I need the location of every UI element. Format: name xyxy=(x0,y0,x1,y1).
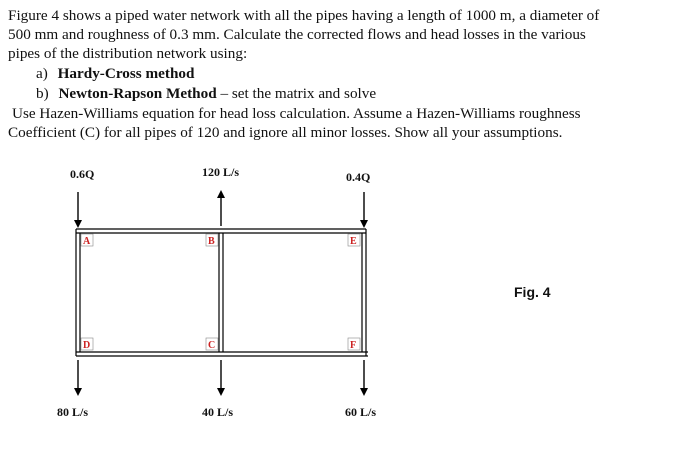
node-label-a: A xyxy=(83,236,91,247)
item-b-rest: – set the matrix and solve xyxy=(216,85,377,102)
intro-line-3: pipes of the distribution network using: xyxy=(8,45,248,62)
pipe-b-e xyxy=(221,229,366,233)
inflow-label-a: 0.6Q xyxy=(70,167,95,181)
node-label-d: D xyxy=(83,340,91,351)
outflow-label-f: 60 L/s xyxy=(345,405,377,419)
inflow-label-b: 120 L/s xyxy=(202,165,240,179)
pipe-a-b xyxy=(76,229,221,233)
node-label-c: C xyxy=(208,340,216,351)
node-label-e: E xyxy=(350,236,357,247)
item-b-method: Newton-Rapson Method xyxy=(58,85,217,102)
outflow-label-d: 80 L/s xyxy=(57,405,89,419)
item-b-prefix: b) xyxy=(36,85,49,102)
pipe-a-d xyxy=(76,229,80,356)
closing-line-2: Coefficient (C) for all pipes of 120 and ignore all minor losses. Show all your assumptions. xyxy=(8,124,563,141)
node-label-f: F xyxy=(350,340,357,351)
closing-line-1: Use Hazen-Williams equation for head loss calculation. Assume a Hazen-Williams roughness xyxy=(12,105,581,122)
pipe-b-c xyxy=(219,233,223,352)
item-a-method: Hardy-Cross method xyxy=(57,65,195,82)
pipe-c-f xyxy=(221,352,368,356)
pipe-d-c xyxy=(76,352,221,356)
intro-line-2: 500 mm and roughness of 0.3 mm. Calculate the corrected flows and head losses in the various xyxy=(8,26,586,43)
outflow-label-c: 40 L/s xyxy=(202,405,234,419)
pipe-e-f xyxy=(362,229,366,356)
node-label-b: B xyxy=(208,236,215,247)
figure-caption: Fig. 4 xyxy=(514,284,551,300)
intro-line-1: Figure 4 shows a piped water network with all the pipes having a length of 1000 m, a diameter of xyxy=(8,7,600,24)
inflow-label-e: 0.4Q xyxy=(346,170,371,184)
item-a-prefix: a) xyxy=(36,65,48,82)
